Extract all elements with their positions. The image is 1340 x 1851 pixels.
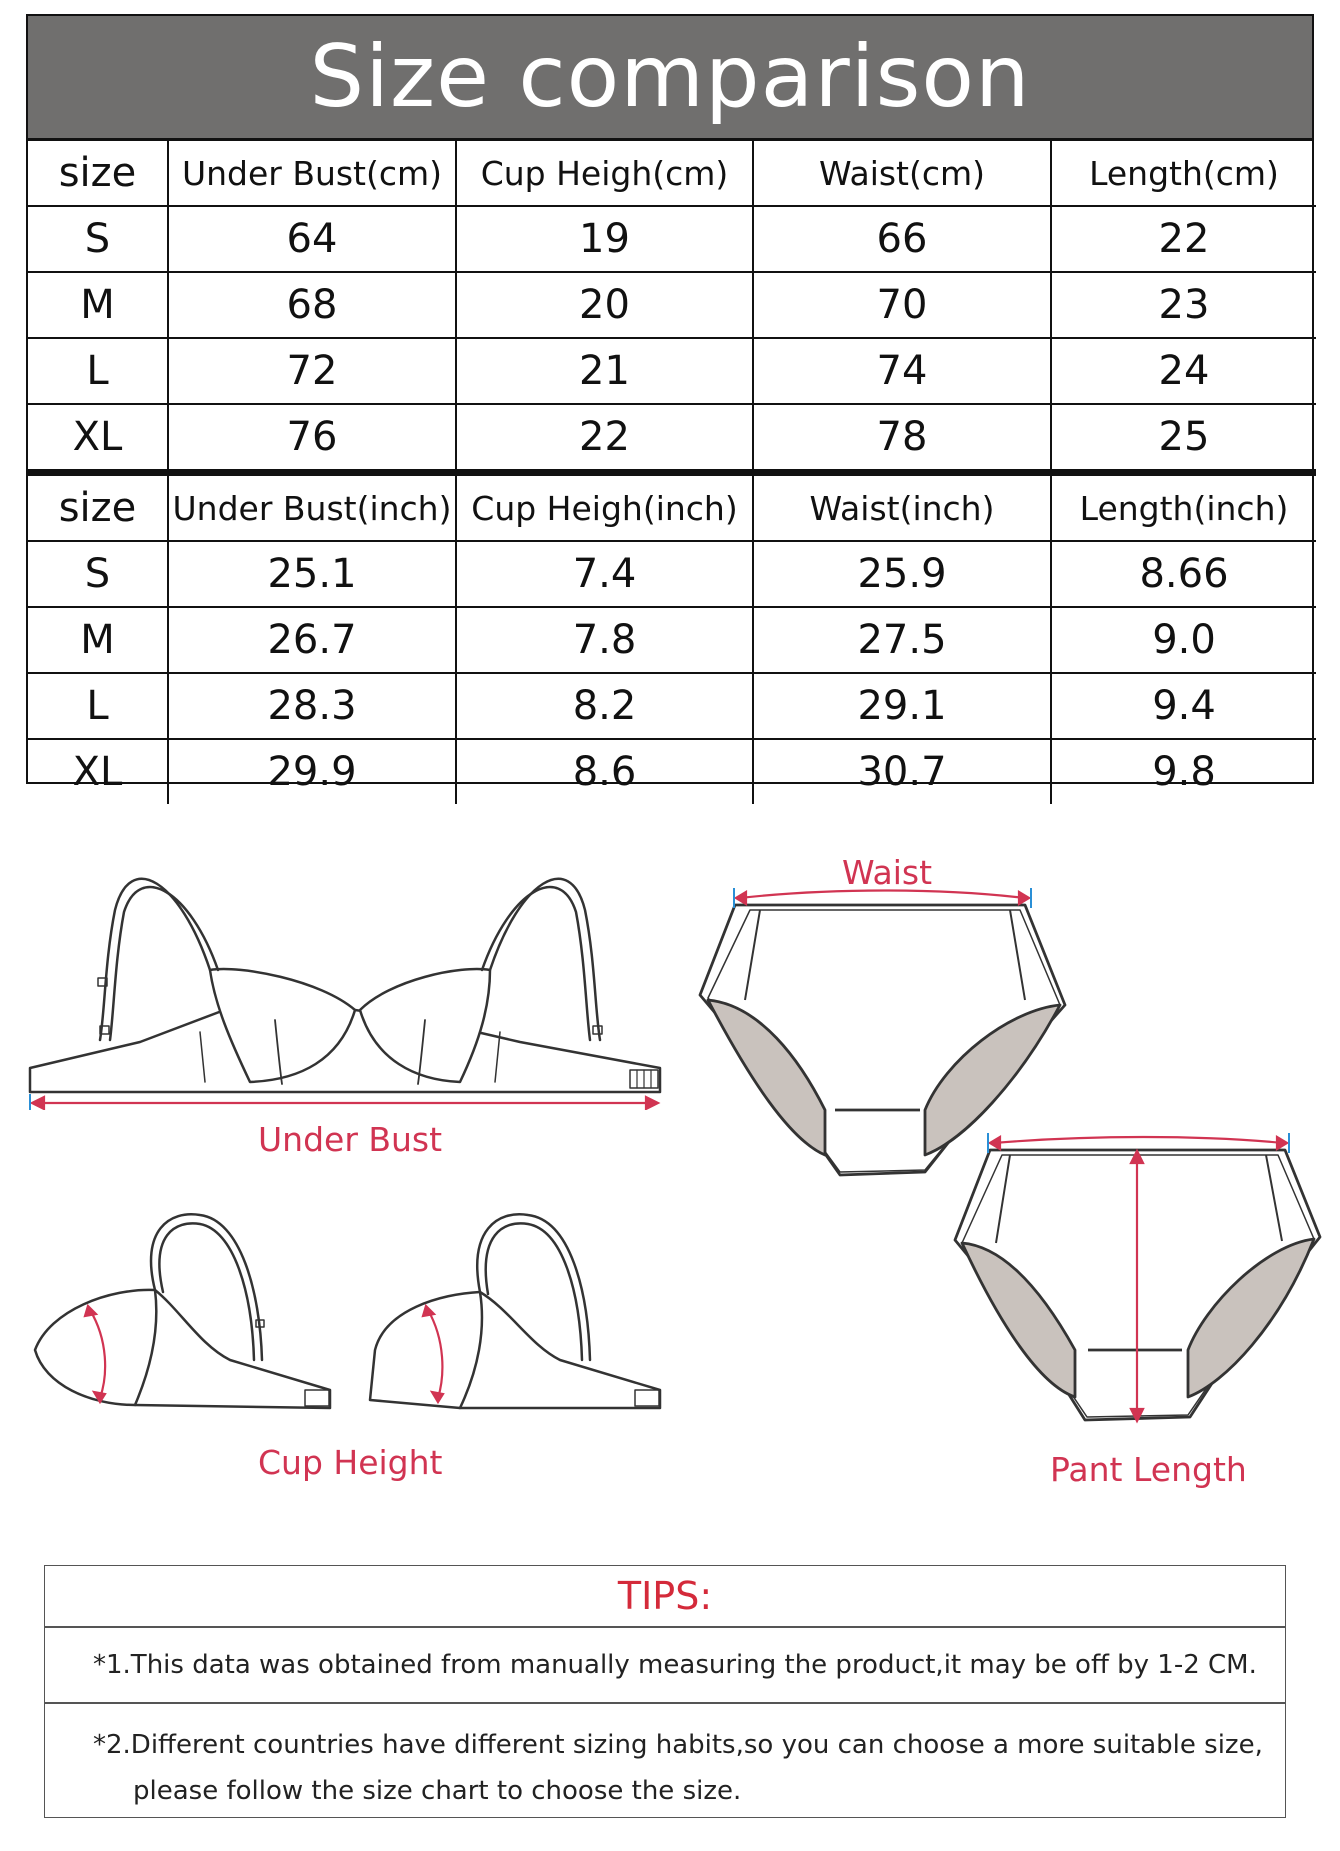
table-title: Size comparison: [28, 16, 1312, 141]
table-cell: 68: [168, 272, 456, 338]
size-label: S: [28, 541, 168, 607]
table-cell: 7.4: [456, 541, 753, 607]
size-table: [26, 14, 1314, 795]
cup-height-label: Cup Height: [258, 1443, 443, 1482]
table-row: [28, 404, 1316, 470]
table-row: [28, 206, 1316, 272]
header-cup-height: Cup Heigh(inch): [456, 474, 753, 542]
header-size: size: [28, 474, 168, 542]
table-cell: 21: [456, 338, 753, 404]
under-bust-label: Under Bust: [258, 1120, 443, 1159]
table-cell: 66: [753, 206, 1051, 272]
size-label: L: [28, 338, 168, 404]
table-cell: 8.66: [1051, 541, 1316, 607]
table-cell: 20: [456, 272, 753, 338]
table-cell: 22: [1051, 206, 1316, 272]
size-label: L: [28, 673, 168, 739]
table-cell: 9.4: [1051, 673, 1316, 739]
size-label: M: [28, 272, 168, 338]
tip-2: [44, 1703, 1286, 1818]
table-cell: 29.9: [168, 739, 456, 804]
table-cell: 22: [456, 404, 753, 470]
table-cell: 9.0: [1051, 607, 1316, 673]
size-label: XL: [28, 404, 168, 470]
waist-label: Waist: [842, 853, 933, 892]
cup-side-diagram-left: [30, 1210, 340, 1420]
table-cell: 8.6: [456, 739, 753, 804]
table-cell: 8.2: [456, 673, 753, 739]
inch-table: [28, 471, 1316, 804]
header-under-bust: Under Bust(cm): [168, 141, 456, 206]
table-row: [28, 673, 1316, 739]
table-cell: 27.5: [753, 607, 1051, 673]
table-row: [28, 338, 1316, 404]
size-label: S: [28, 206, 168, 272]
header-size: size: [28, 141, 168, 206]
header-length: Length(inch): [1051, 474, 1316, 542]
table-row: [28, 541, 1316, 607]
table-cell: 30.7: [753, 739, 1051, 804]
cup-side-diagram-right: [360, 1210, 670, 1420]
header-length: Length(cm): [1051, 141, 1316, 206]
bra-front-diagram: [20, 870, 670, 1110]
size-label: M: [28, 607, 168, 673]
header-cup-height: Cup Heigh(cm): [456, 141, 753, 206]
table-cell: 64: [168, 206, 456, 272]
tip-1-text: *1.This data was obtained from manually measuring the product,it may be off by 1-2 CM.: [93, 1650, 1257, 1680]
table-header-row: [28, 141, 1316, 206]
tip-2-line-1: *2.Different countries have different sizing habits,so you can choose a more suitable size,: [93, 1730, 1263, 1760]
header-waist: Waist(cm): [753, 141, 1051, 206]
table-row: [28, 607, 1316, 673]
table-cell: 28.3: [168, 673, 456, 739]
table-cell: 70: [753, 272, 1051, 338]
tip-2-line-2: please follow the size chart to choose the size.: [133, 1776, 742, 1806]
table-cell: 26.7: [168, 607, 456, 673]
table-cell: 9.8: [1051, 739, 1316, 804]
table-cell: 78: [753, 404, 1051, 470]
header-under-bust: Under Bust(inch): [168, 474, 456, 542]
tip-1: [44, 1627, 1286, 1703]
table-cell: 25: [1051, 404, 1316, 470]
header-waist: Waist(inch): [753, 474, 1051, 542]
table-cell: 74: [753, 338, 1051, 404]
table-cell: 72: [168, 338, 456, 404]
table-cell: 25.1: [168, 541, 456, 607]
table-cell: 25.9: [753, 541, 1051, 607]
panty-length-diagram: [950, 1125, 1330, 1465]
cm-table: [28, 141, 1316, 471]
tips-title: TIPS:: [44, 1565, 1286, 1627]
pant-length-label: Pant Length: [1050, 1450, 1247, 1489]
table-cell: 76: [168, 404, 456, 470]
table-cell: 29.1: [753, 673, 1051, 739]
table-cell: 7.8: [456, 607, 753, 673]
table-row: [28, 272, 1316, 338]
size-label: XL: [28, 739, 168, 804]
table-header-row: [28, 474, 1316, 542]
table-cell: 19: [456, 206, 753, 272]
table-cell: 23: [1051, 272, 1316, 338]
table-row: [28, 739, 1316, 804]
table-cell: 24: [1051, 338, 1316, 404]
